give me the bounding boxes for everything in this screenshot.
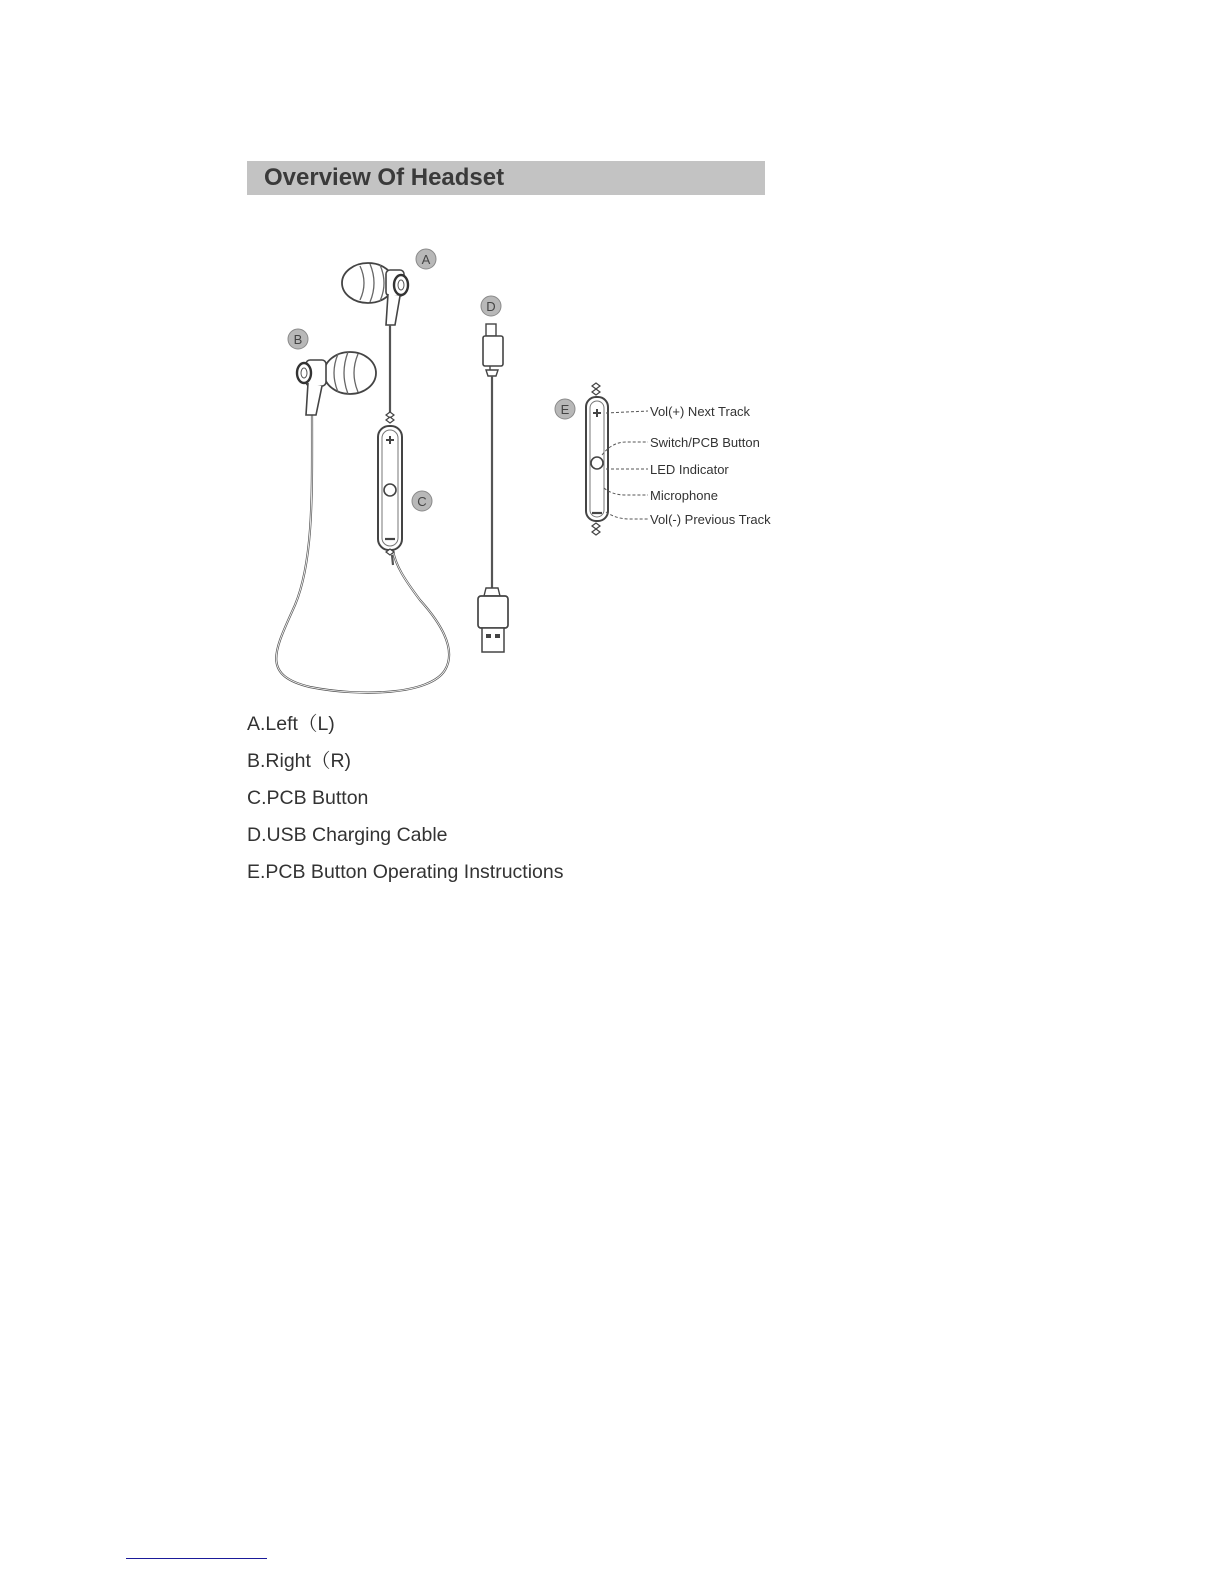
legend-item-usb-cable: D.USB Charging Cable [247,824,448,846]
left-earbud [342,263,408,423]
pcb-label-switch: Switch/PCB Button [650,435,760,450]
svg-text:B: B [293,332,303,347]
svg-text:A: A [421,252,431,267]
footnote-separator [126,1558,267,1559]
legend-item-pcb-instructions: E.PCB Button Operating Instructions [247,861,564,883]
callout-b [288,329,308,349]
callout-d [481,296,501,316]
pcb-label-vol-up: Vol(+) Next Track [650,404,751,419]
pcb-label-microphone: Microphone [650,488,718,503]
pcb-detail [586,383,771,535]
legend-item-pcb-button: C.PCB Button [247,787,369,809]
right-earbud [297,352,376,415]
pcb-label-led: LED Indicator [650,462,729,477]
usb-charging-cable [478,324,508,652]
legend-item-left: A.Left（L) [247,713,335,735]
section-title: Overview Of Headset [247,161,765,195]
parts-legend [247,706,564,891]
pcb-label-vol-down: Vol(-) Previous Track [650,512,771,527]
svg-text:C: C [417,494,427,509]
headset-diagram [240,230,820,700]
svg-text:E: E [560,402,570,417]
legend-item-right: B.Right（R) [247,750,352,772]
svg-text:D: D [486,299,496,314]
callout-c [412,491,432,511]
inline-pcb-control [378,426,402,565]
callout-a [416,249,436,269]
callout-e [555,399,575,419]
neckband-cable [276,405,449,693]
